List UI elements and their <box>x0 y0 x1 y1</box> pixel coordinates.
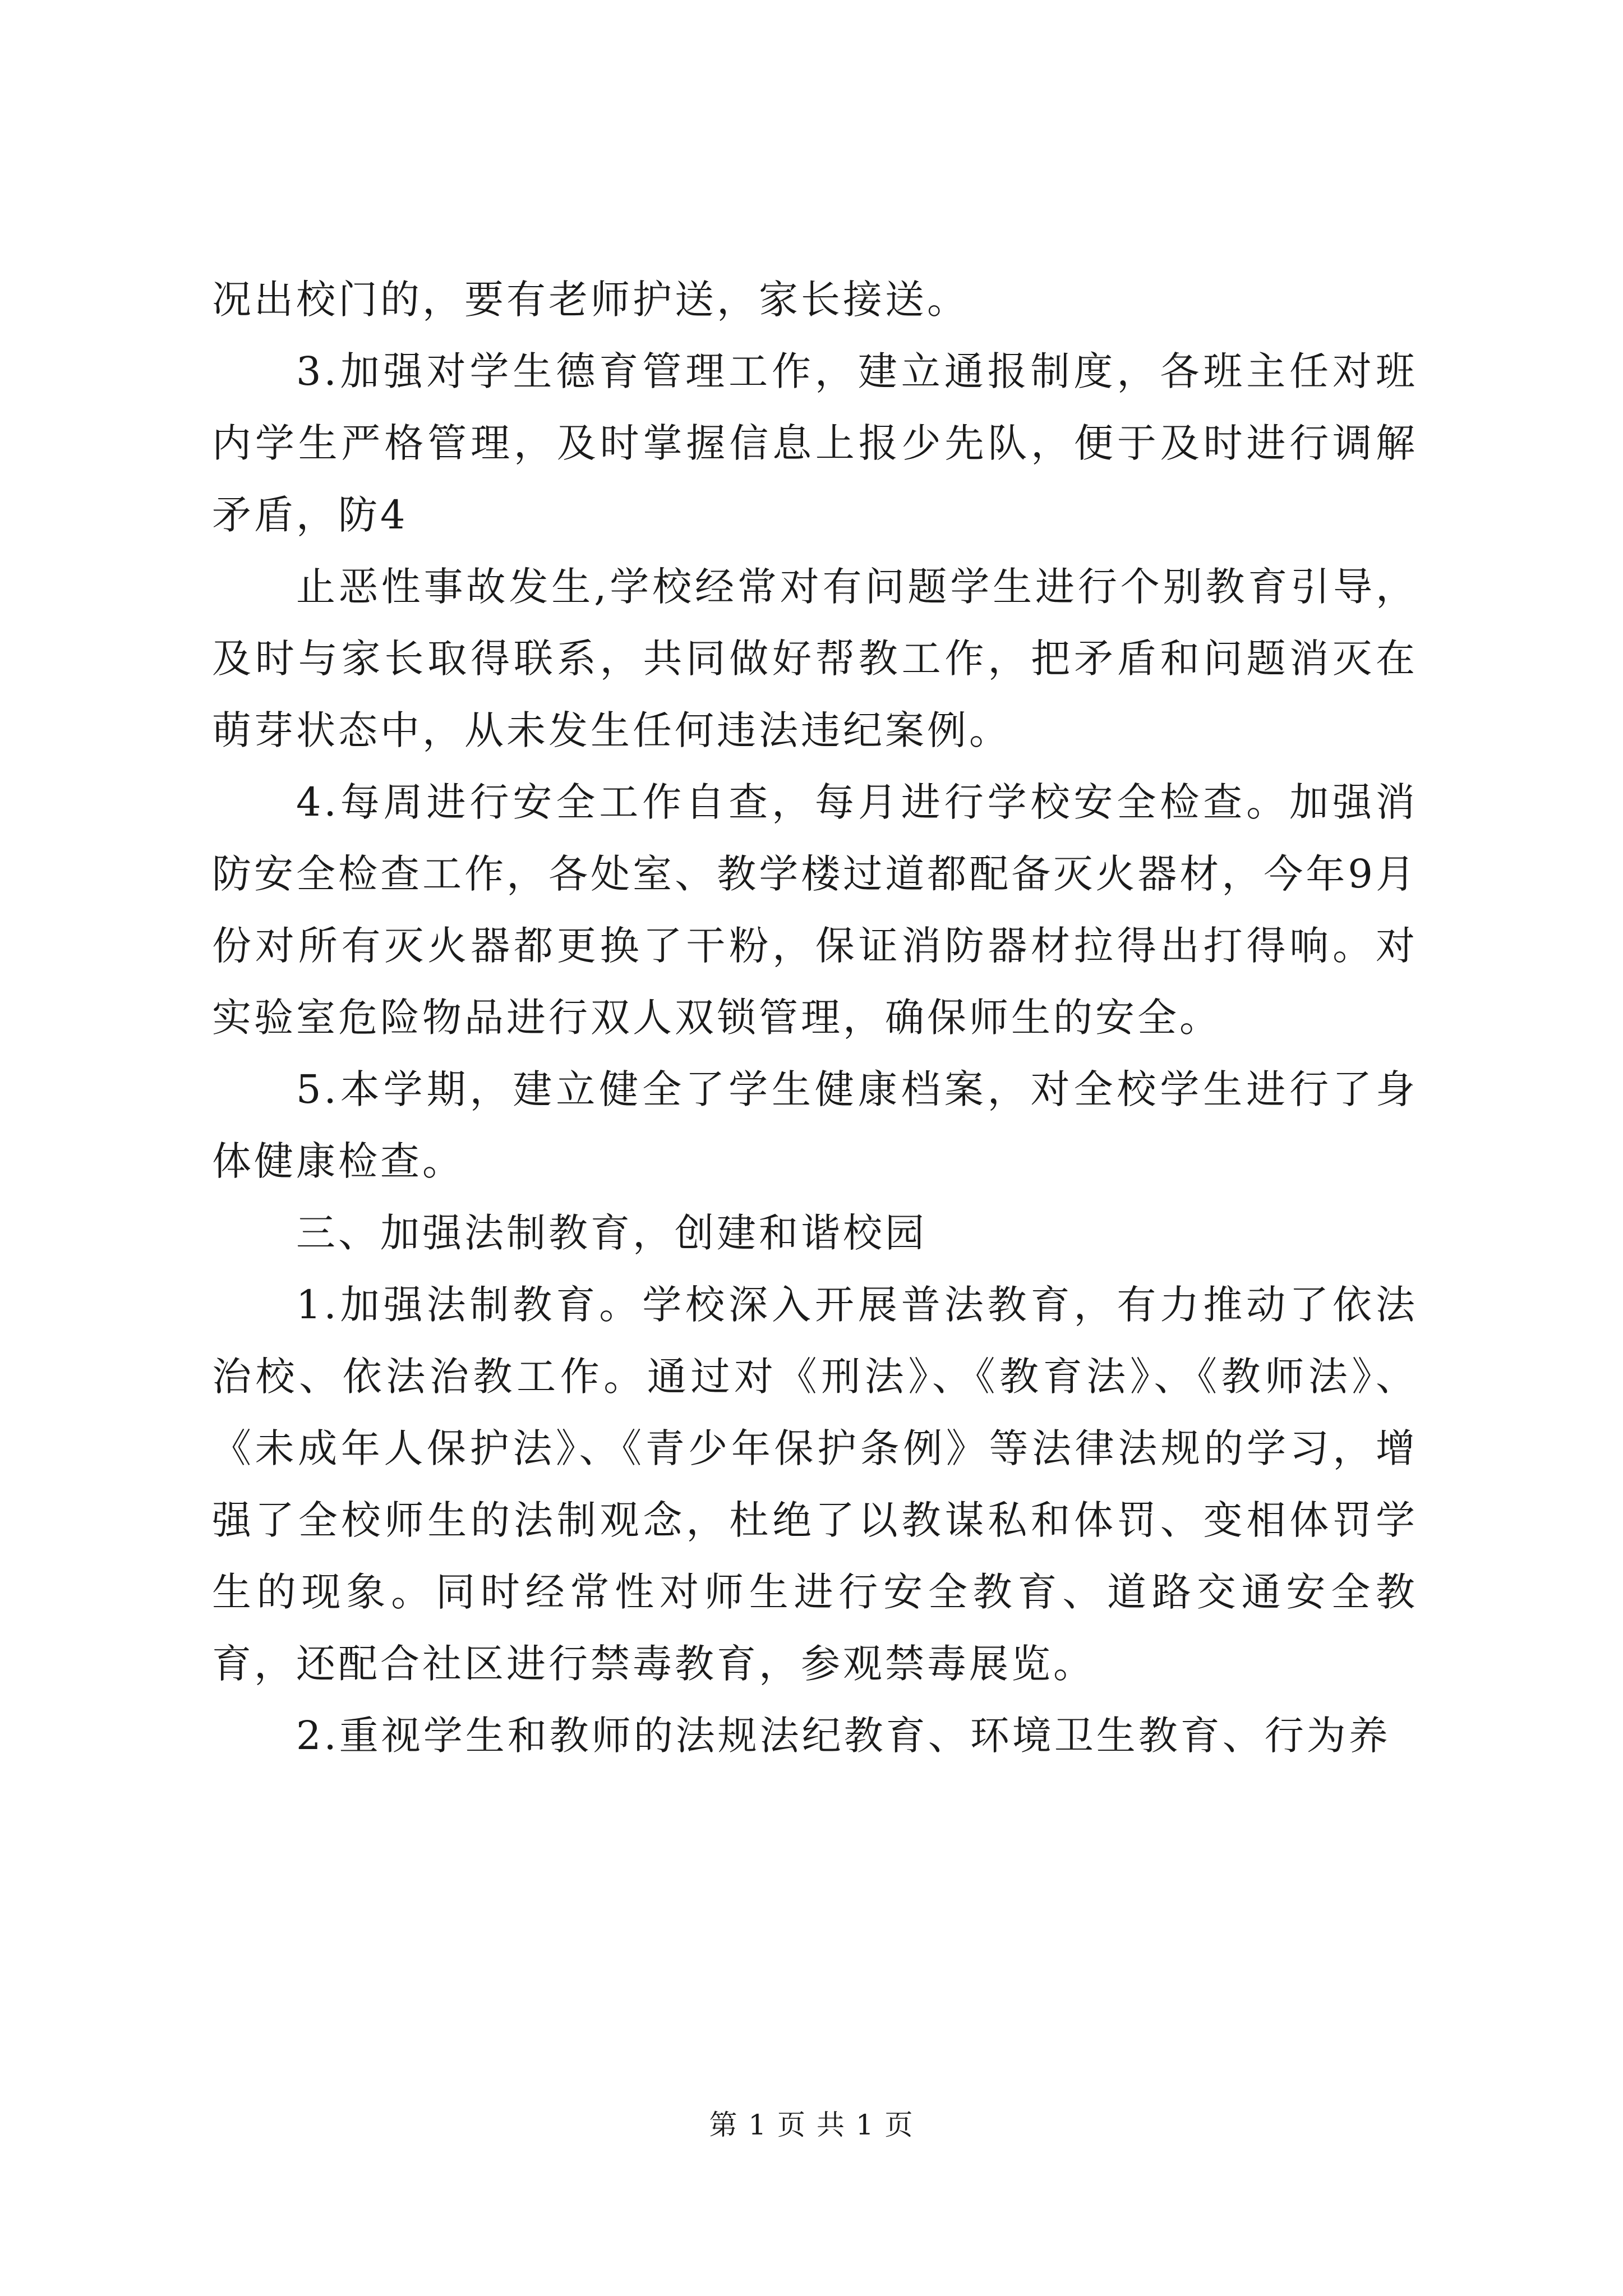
paragraph: 况出校门的，要有老师护送，家长接送。 <box>212 277 969 323</box>
document-body <box>212 264 1418 1772</box>
paragraph: 2.重视学生和教师的法规法纪教育、环境卫生教育、行为养 <box>296 1713 1391 1759</box>
paragraph: 4.每周进行安全工作自查，每月进行学校安全检查。加强消防安全检查工作，各处室、教学楼过道都配备灭火器材，今年9月份对所有灭火器都更换了干粉，保证消防器材拉得出打得响。对实验室危险物品进行双人双锁管理，确保师生的安全。 <box>212 779 1418 1041</box>
paragraph: 止恶性事故发生,学校经常对有问题学生进行个别教育引导，及时与家长取得联系，共同做好帮教工作，把矛盾和问题消灭在萌芽状态中，从未发生任何违法违纪案例。 <box>212 564 1418 753</box>
paragraph: 5.本学期，建立健全了学生健康档案，对全校学生进行了身体健康检查。 <box>212 1066 1418 1184</box>
paragraph: 1.加强法制教育。学校深入开展普法教育，有力推动了依法治校、依法治教工作。通过对《刑法》、《教育法》、《教师法》、《未成年人保护法》、《青少年保护条例》等法律法规的学习，增强了全校师生的法制观念，杜绝了以教谋私和体罚、变相体罚学生的现象。同时经常性对师生进行安全教育、道路交通安全教育，还配合社区进行禁毒教育，参观禁毒展览。 <box>212 1282 1418 1687</box>
page-footer: 第 1 页 共 1 页 <box>709 2109 914 2141</box>
section-heading: 三、加强法制教育，创建和谐校园 <box>296 1210 927 1256</box>
paragraph: 3.加强对学生德育管理工作，建立通报制度，各班主任对班内学生严格管理，及时掌握信息上报少先队，便于及时进行调解矛盾，防4 <box>212 348 1418 538</box>
